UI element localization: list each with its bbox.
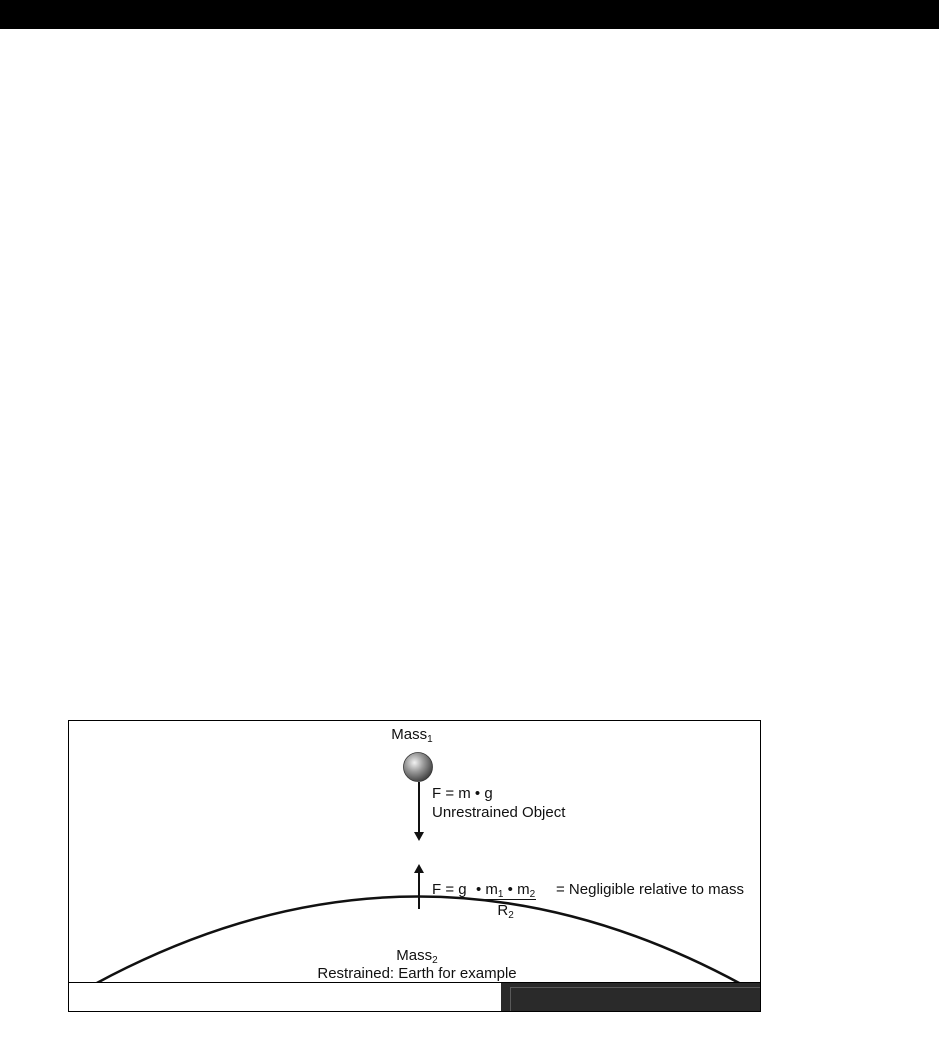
gravity-diagram bbox=[68, 720, 761, 1012]
restrained-formula-suffix: = Negligible relative to mass bbox=[556, 881, 745, 898]
top-bar bbox=[0, 0, 939, 29]
footer-dark-inset bbox=[510, 987, 760, 1011]
footer-dark-panel bbox=[501, 983, 760, 1011]
mass2-label: Mass$_2$ bbox=[396, 947, 438, 966]
up-arrow-head bbox=[414, 864, 424, 873]
mass2-caption: Restrained: Earth for example bbox=[317, 965, 517, 982]
mass1-ball bbox=[404, 753, 433, 782]
unrestrained-caption: Unrestrained Object bbox=[432, 804, 566, 821]
fraction-denominator: $R_2$ bbox=[497, 902, 514, 921]
down-arrow-head bbox=[414, 832, 424, 841]
restrained-formula-fraction bbox=[475, 881, 536, 919]
fraction-numerator: • $m_1$ • $m_2$ bbox=[476, 881, 536, 900]
mass1-label: Mass$_1$ bbox=[391, 726, 433, 745]
restrained-formula-prefix: F = g bbox=[432, 881, 467, 898]
figure-footer-bar bbox=[69, 982, 760, 1011]
unrestrained-formula: F = m • g bbox=[432, 785, 493, 802]
